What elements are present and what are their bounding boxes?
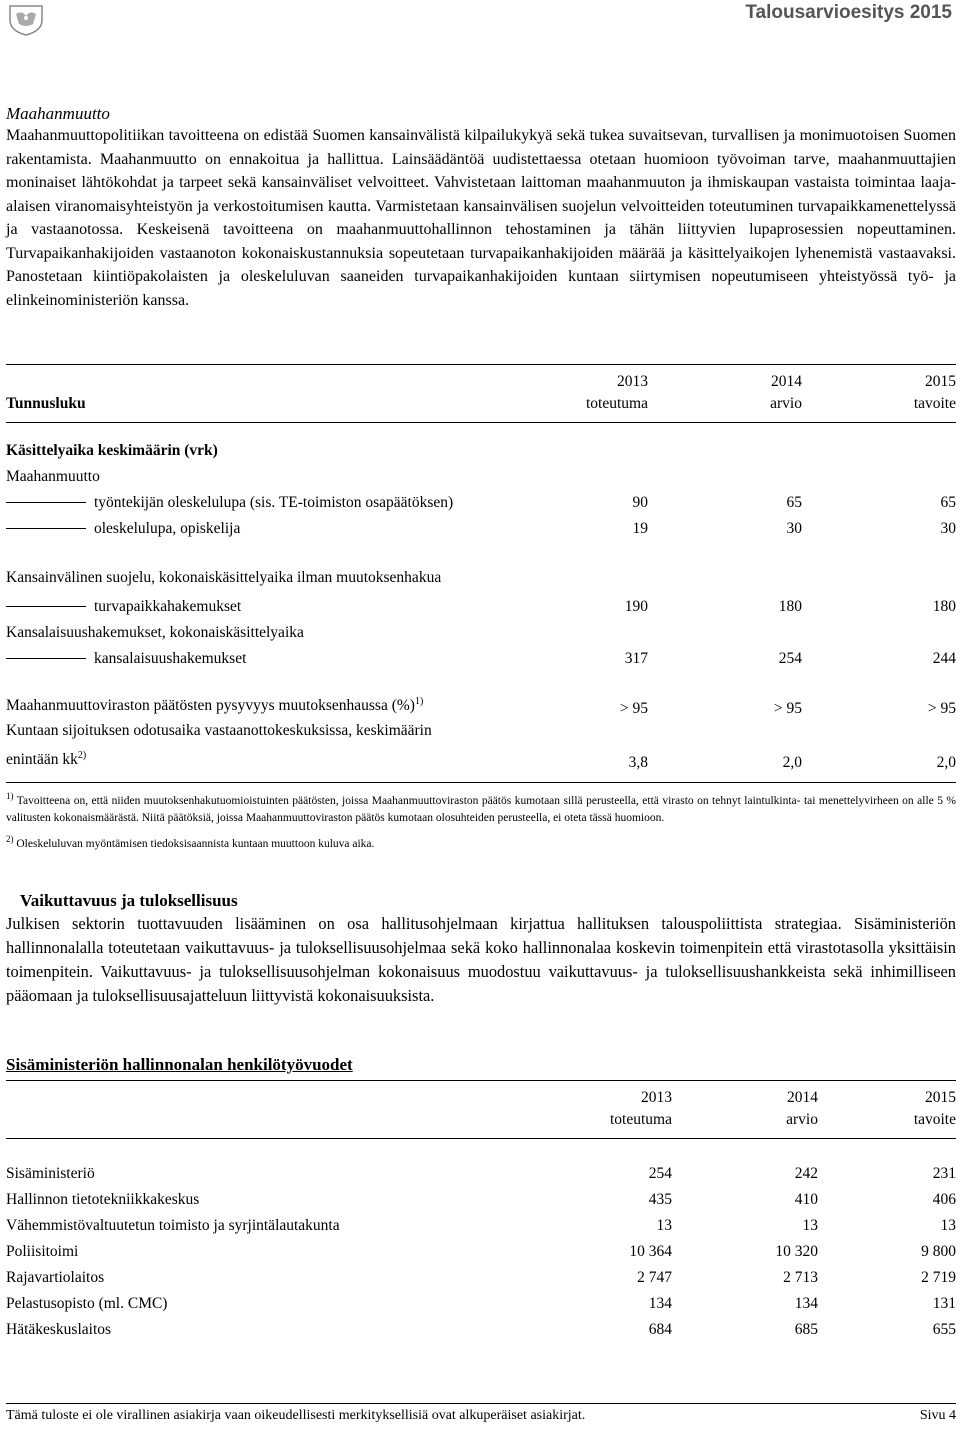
footer-divider	[6, 1403, 956, 1404]
table-row: Hallinnon tietotekniikkakeskus 435 410 406	[6, 1191, 956, 1208]
tunnusluku-table-wrapper	[6, 364, 956, 783]
column-label-tunnusluku: Tunnusluku	[6, 395, 86, 412]
section-title-maahanmuutto: Maahanmuutto	[6, 104, 110, 123]
henkilotyovuodet-section	[6, 1055, 956, 1339]
page-header	[0, 0, 960, 40]
table-row: Vähemmistövaltuutetun toimisto ja syrjintälautakunta 13 13 13	[6, 1217, 956, 1234]
sub-tavoite: tavoite	[913, 395, 956, 412]
group-kansalaisuushakemukset: Kansalaisuushakemukset, kokonaiskäsittelyaika	[6, 624, 304, 641]
page-number: Sivu 4	[919, 1408, 956, 1423]
footnote-1: $^{1)}$ Tavoitteena on, että niiden muutoksenhakutuomioistuinten päätösten, joissa Maahanmuuttoviraston päätös kumotaan sillä perusteella, että virasto on tehnyt laintulkinta- tai menettelyvirheen on alle 5 % valitusten kokonaismäärästä. Niitä päätöksiä, joissa Maahanmuuttoviraston päätös kumotaan olosuhteiden perusteella, ei oteta tässä huomioon.	[6, 791, 956, 824]
year-2013: 2013	[617, 373, 648, 390]
table-row: Poliisitoimi 10 364 10 320 9 800	[6, 1243, 956, 1260]
maahanmuutto-paragraph: Maahanmuuttopolitiikan tavoitteena on edistää Suomen kansainvälistä kilpailukykyä sekä tukea suvaitsevan, turvallisen ja monimuotoisen Suomen rakentamista. Maahanmuutto on ennakoitua ja hallittua. Lainsäädäntöä uudistettaessa otetaan huomioon työvoiman tarve, maahanmuuttajien moninaiset lähtökohdat ja tarpeet sekä kansainväliset velvoitteet. Vahvistetaan laittoman maahanmuuton ja ihmiskaupan vastaista toimintaa laaja-alaisen viranomaisyhteistyön ja verkostoitumisen kautta. Varmistetaan kansainvälisen suojelun velvoitteiden toteutuminen turvapaikkamenettelyssä ja vastaanotossa. Keskeisenä tavoitteena on maahanmuuttohallinnon tehostaminen ja tähän liittyvien lupaprosessien nopeuttaminen. Turvapaikanhakijoiden vastaanoton kokonaiskustannuksia sopeutetaan turvapaikanhakijoiden määrää ja käsittelyaikojen lyhenemistä vastaavaksi. Panostetaan kiintiöpakolaisten ja oleskeluluvan saaneiden turvapaikanhakijoiden kuntaan siirtymisen nopeutumiseen yhteistyössä työ- ja elinkeinoministeriön kanssa.	[6, 127, 956, 309]
vaikuttavuus-section	[6, 890, 956, 1008]
henkilotyovuodet-table: 2013 2014 2015 toteutuma arvio tavoite	[610, 1089, 956, 1128]
maahanmuutto-section	[6, 103, 956, 312]
table-row: Hätäkeskuslaitos 684 685 655	[6, 1321, 956, 1338]
year-2014: 2014	[771, 373, 802, 390]
footnote-2: $^{2)}$ Oleskeluluvan myöntämisen tiedoksisaannista kuntaan muuttoon kuluva aika.	[6, 833, 375, 850]
tunnusluku-body	[6, 434, 956, 772]
sub-arvio: arvio	[770, 395, 802, 412]
subsection-maahanmuutto: Maahanmuutto	[6, 468, 100, 485]
table-row: Sisäministeriö 254 242 231	[6, 1165, 956, 1182]
table-row: Rajavartiolaitos 2 747 2 713 2 719	[6, 1269, 956, 1286]
tunnusluku-table	[6, 365, 956, 413]
table-title-henkilotyovuodet: Sisäministeriön hallinnonalan henkilötyövuodet	[6, 1055, 353, 1074]
footnotes	[6, 788, 956, 853]
coat-of-arms-logo	[6, 4, 46, 36]
sub-toteutuma: toteutuma	[586, 395, 648, 412]
section-title-vaikuttavuus: Vaikuttavuus ja tuloksellisuus	[20, 891, 238, 910]
henkilotyovuodet-body	[6, 1157, 956, 1339]
footer-disclaimer: Tämä tuloste ei ole virallinen asiakirja vaan oikeudellisesti merkityksellisiä ovat alkuperäiset asiakirjat.	[6, 1408, 586, 1423]
section-kasittelyaika: Käsittelyaika keskimäärin (vrk)	[6, 442, 218, 459]
table-row: kansalaisuushakemukset 317 254 244	[6, 642, 956, 668]
vaikuttavuus-paragraph: Julkisen sektorin tuottavuuden lisääminen on osa hallitusohjelmaan kirjattua hallituksen talouspoliittista strategiaa. Sisäministeriön hallinnonalalla toteutetaan vaikuttavuus- ja tuloksellisuusohjelmaa sekä koko hallinnonalaa koskevin toimenpitein että virastotasolla yksittäisin toimenpitein. Vaikuttavuus- ja tuloksellisuusohjelman kokonaisuus muodostuu vaikuttavuus- ja tuloksellisuushankkeista sekä inhimilliseen pääomaan ja tuloksellisuusajatteluun liittyvistä kokonaisuuksista.	[6, 914, 956, 1005]
header-title: Talousarvioesitys 2015	[745, 2, 952, 23]
year-2015: 2015	[925, 373, 956, 390]
table-row: Kuntaan sijoituksen odotusaika vastaanottokeskuksissa, keskimäärin enintään $kk^{2)}$ 3,8 2,0 2,0	[6, 722, 957, 772]
table-row: työntekijän oleskelulupa (sis. TE-toimiston osapäätöksen) 90 65 65	[6, 486, 956, 512]
group-kansainvalinen-suojelu: Kansainvälinen suojelu, kokonaiskäsittelyaika ilman muutoksenhakua	[6, 569, 442, 586]
table-row: Pelastusopisto (ml. CMC) 134 134 131	[6, 1295, 956, 1312]
page-footer	[6, 1408, 956, 1424]
table-row: Maahanmuuttoviraston päätösten pysyvyys muutoksenhaussa (%)$^{1)}$ > 95 > 95 > 95	[6, 695, 957, 717]
table-row: oleskelulupa, opiskelija 19 30 30	[6, 512, 956, 538]
table-row: turvapaikkahakemukset 190 180 180	[6, 590, 956, 616]
